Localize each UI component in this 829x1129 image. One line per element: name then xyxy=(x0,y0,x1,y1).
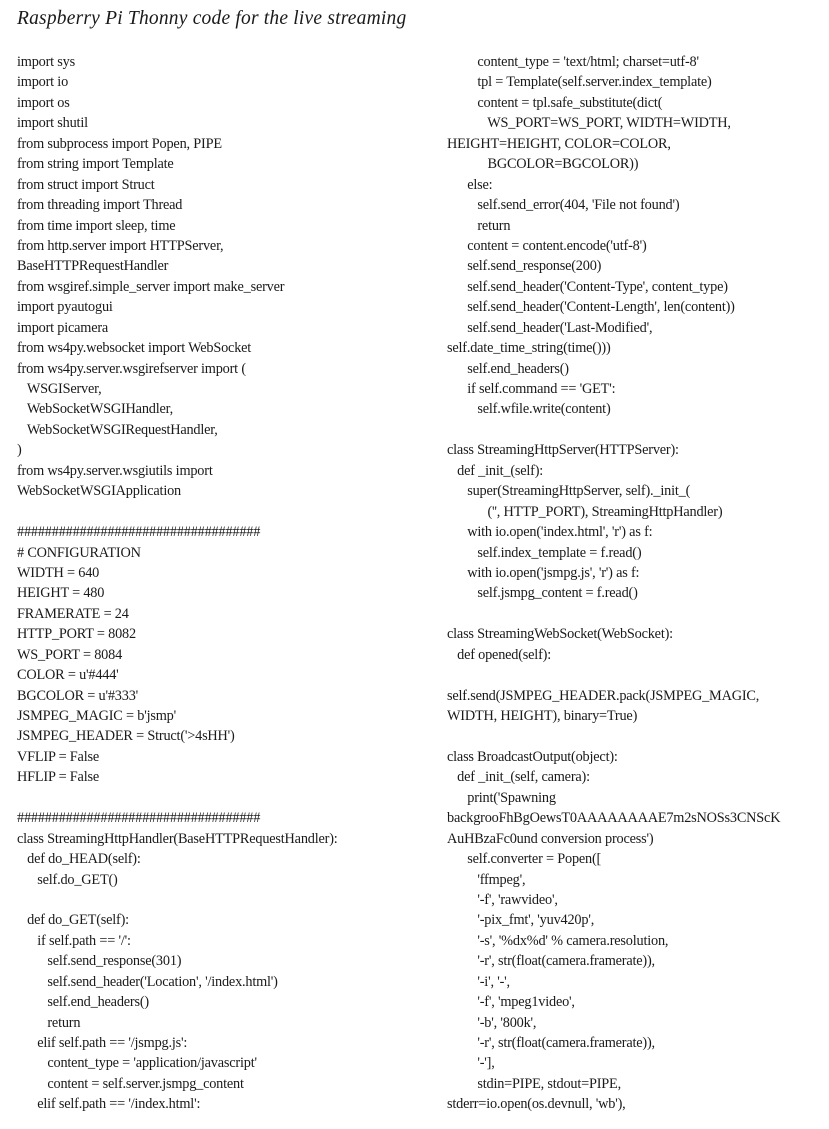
code-line: return xyxy=(447,217,511,234)
code-line: '-'], xyxy=(447,1055,495,1072)
code-line: HEIGHT = 480 xyxy=(17,585,105,602)
code-line: from subprocess import Popen, PIPE xyxy=(17,135,222,152)
code-line: self.end_headers() xyxy=(17,994,149,1011)
code-line: class StreamingHttpServer(HTTPServer): xyxy=(447,442,679,459)
code-line: elif self.path == '/index.html': xyxy=(17,1096,201,1113)
code-line: JSMPEG_MAGIC = b'jsmp' xyxy=(17,708,176,724)
code-line: import os xyxy=(17,94,70,111)
code-line: self.do_GET() xyxy=(17,871,118,888)
code-line: self.converter = Popen([ xyxy=(447,851,602,868)
code-line: self.send(JSMPEG_HEADER.pack(JSMPEG_MAGIC, xyxy=(447,687,760,704)
code-line: def do_HEAD(self): xyxy=(17,851,141,868)
code-line: def _init_(self): xyxy=(447,462,544,479)
code-line xyxy=(447,726,827,746)
code-line: from string import Template xyxy=(17,156,174,173)
code-line: else: xyxy=(447,176,493,193)
code-line: BaseHTTPRequestHandler xyxy=(17,258,169,275)
code-line xyxy=(447,420,827,440)
code-line: '-b', '800k', xyxy=(447,1014,537,1031)
code-line: '-f', 'mpeg1video', xyxy=(447,994,575,1011)
code-line: self.jsmpg_content = f.read() xyxy=(447,585,638,602)
code-line: WIDTH, HEIGHT), binary=True) xyxy=(447,708,638,724)
code-line xyxy=(17,788,437,808)
code-line: WebSocketWSGIHandler, xyxy=(17,401,173,418)
page-title: Raspberry Pi Thonny code for the live streaming xyxy=(17,8,407,29)
code-line: WIDTH = 640 xyxy=(17,564,100,581)
code-line xyxy=(17,502,437,522)
code-line: def _init_(self, camera): xyxy=(447,769,590,786)
code-line: '-pix_fmt', 'yuv420p', xyxy=(447,912,595,929)
code-line: from http.server import HTTPServer, xyxy=(17,237,224,254)
code-line: self.send_error(404, 'File not found') xyxy=(447,197,680,214)
code-line: self.index_template = f.read() xyxy=(447,544,642,561)
code-line: self.send_header('Content-Length', len(content)) xyxy=(447,299,735,316)
code-line: self.end_headers() xyxy=(447,360,569,377)
code-line: from threading import Thread xyxy=(17,197,183,214)
code-line: def opened(self): xyxy=(447,646,551,663)
code-line: with io.open('jsmpg.js', 'r') as f: xyxy=(447,564,640,581)
code-line: WebSocketWSGIRequestHandler, xyxy=(17,421,218,438)
code-line: FRAMERATE = 24 xyxy=(17,605,129,622)
code-line: # CONFIGURATION xyxy=(17,544,141,561)
code-line: content = content.encode('utf-8') xyxy=(447,237,647,254)
code-line: import shutil xyxy=(17,115,88,132)
code-line: self.send_response(200) xyxy=(447,258,602,275)
code-line: from ws4py.server.wsgiutils import xyxy=(17,462,213,479)
code-line: from wsgiref.simple_server import make_server xyxy=(17,278,285,295)
code-line: JSMPEG_HEADER = Struct('>4sHH') xyxy=(17,728,235,745)
code-line: import sys xyxy=(17,54,75,70)
code-line: self.date_time_string(time())) xyxy=(447,340,611,357)
code-line: ################################### xyxy=(17,524,261,541)
code-line: 'ffmpeg', xyxy=(447,871,526,888)
code-line: import io xyxy=(17,74,69,91)
code-line: ) xyxy=(17,442,22,459)
code-line: content = self.server.jsmpg_content xyxy=(17,1075,244,1092)
code-line: HTTP_PORT = 8082 xyxy=(17,626,136,643)
code-line: backgrooFhBgOewsT0AAAAAAAAE7m2sNOSs3CNScK xyxy=(447,810,781,827)
code-line: from time import sleep, time xyxy=(17,217,176,234)
code-line: class StreamingWebSocket(WebSocket): xyxy=(447,626,673,643)
code-line: tpl = Template(self.server.index_template) xyxy=(447,74,712,91)
code-line: def do_GET(self): xyxy=(17,912,129,929)
code-line: self.send_header('Location', '/index.html') xyxy=(17,973,278,990)
code-line: if self.path == '/': xyxy=(17,932,131,949)
code-line: WS_PORT = 8084 xyxy=(17,646,123,663)
code-line: self.wfile.write(content) xyxy=(447,401,611,418)
code-line: HEIGHT=HEIGHT, COLOR=COLOR, xyxy=(447,135,671,152)
code-line: '-r', str(float(camera.framerate)), xyxy=(447,1035,655,1051)
code-line xyxy=(447,665,827,685)
code-line: elif self.path == '/jsmpg.js': xyxy=(17,1035,188,1051)
code-line: if self.command == 'GET': xyxy=(447,381,616,397)
code-line: '-f', 'rawvideo', xyxy=(447,891,558,908)
code-line: WSGIServer, xyxy=(17,381,102,397)
code-line: BGCOLOR = u'#333' xyxy=(17,687,139,704)
code-line: return xyxy=(17,1014,81,1031)
code-line xyxy=(447,604,827,624)
code-line: '-r', str(float(camera.framerate)), xyxy=(447,953,655,970)
code-line: stderr=io.open(os.devnull, 'wb'), xyxy=(447,1096,626,1113)
code-line xyxy=(17,890,437,910)
code-line: AuHBzaFc0und conversion process') xyxy=(447,830,654,847)
code-line: ('', HTTP_PORT), StreamingHttpHandler) xyxy=(447,503,723,520)
code-line: WS_PORT=WS_PORT, WIDTH=WIDTH, xyxy=(447,115,731,132)
code-line: WebSocketWSGIApplication xyxy=(17,483,181,500)
code-line: '-s', '%dx%d' % camera.resolution, xyxy=(447,932,669,949)
code-line: with io.open('index.html', 'r') as f: xyxy=(447,524,653,541)
code-line: '-i', '-', xyxy=(447,973,510,990)
code-line: self.send_header('Content-Type', content_type) xyxy=(447,278,728,295)
code-line: HFLIP = False xyxy=(17,769,99,786)
code-line: ################################### xyxy=(17,810,261,827)
code-line: COLOR = u'#444' xyxy=(17,667,119,684)
code-line: VFLIP = False xyxy=(17,748,99,765)
code-line: BGCOLOR=BGCOLOR)) xyxy=(447,156,639,173)
code-line: super(StreamingHttpServer, self)._init_( xyxy=(447,483,691,500)
code-line: content_type = 'application/javascript' xyxy=(17,1055,257,1072)
code-line: class StreamingHttpHandler(BaseHTTPRequestHandler): xyxy=(17,830,338,847)
code-line: from ws4py.websocket import WebSocket xyxy=(17,340,252,357)
code-line: import picamera xyxy=(17,319,109,336)
code-line: from ws4py.server.wsgirefserver import ( xyxy=(17,360,246,377)
code-line: content = tpl.safe_substitute(dict( xyxy=(447,94,663,111)
code-line: self.send_response(301) xyxy=(17,953,182,970)
code-line: from struct import Struct xyxy=(17,176,155,193)
code-column-right xyxy=(447,52,827,1115)
code-column-left xyxy=(17,52,437,1115)
code-line: self.send_header('Last-Modified', xyxy=(447,319,653,336)
code-line: import pyautogui xyxy=(17,299,113,316)
code-line: print('Spawning xyxy=(447,789,556,806)
code-line: class BroadcastOutput(object): xyxy=(447,748,618,765)
code-line: stdin=PIPE, stdout=PIPE, xyxy=(447,1075,621,1092)
code-line: content_type = 'text/html; charset=utf-8' xyxy=(447,54,699,70)
